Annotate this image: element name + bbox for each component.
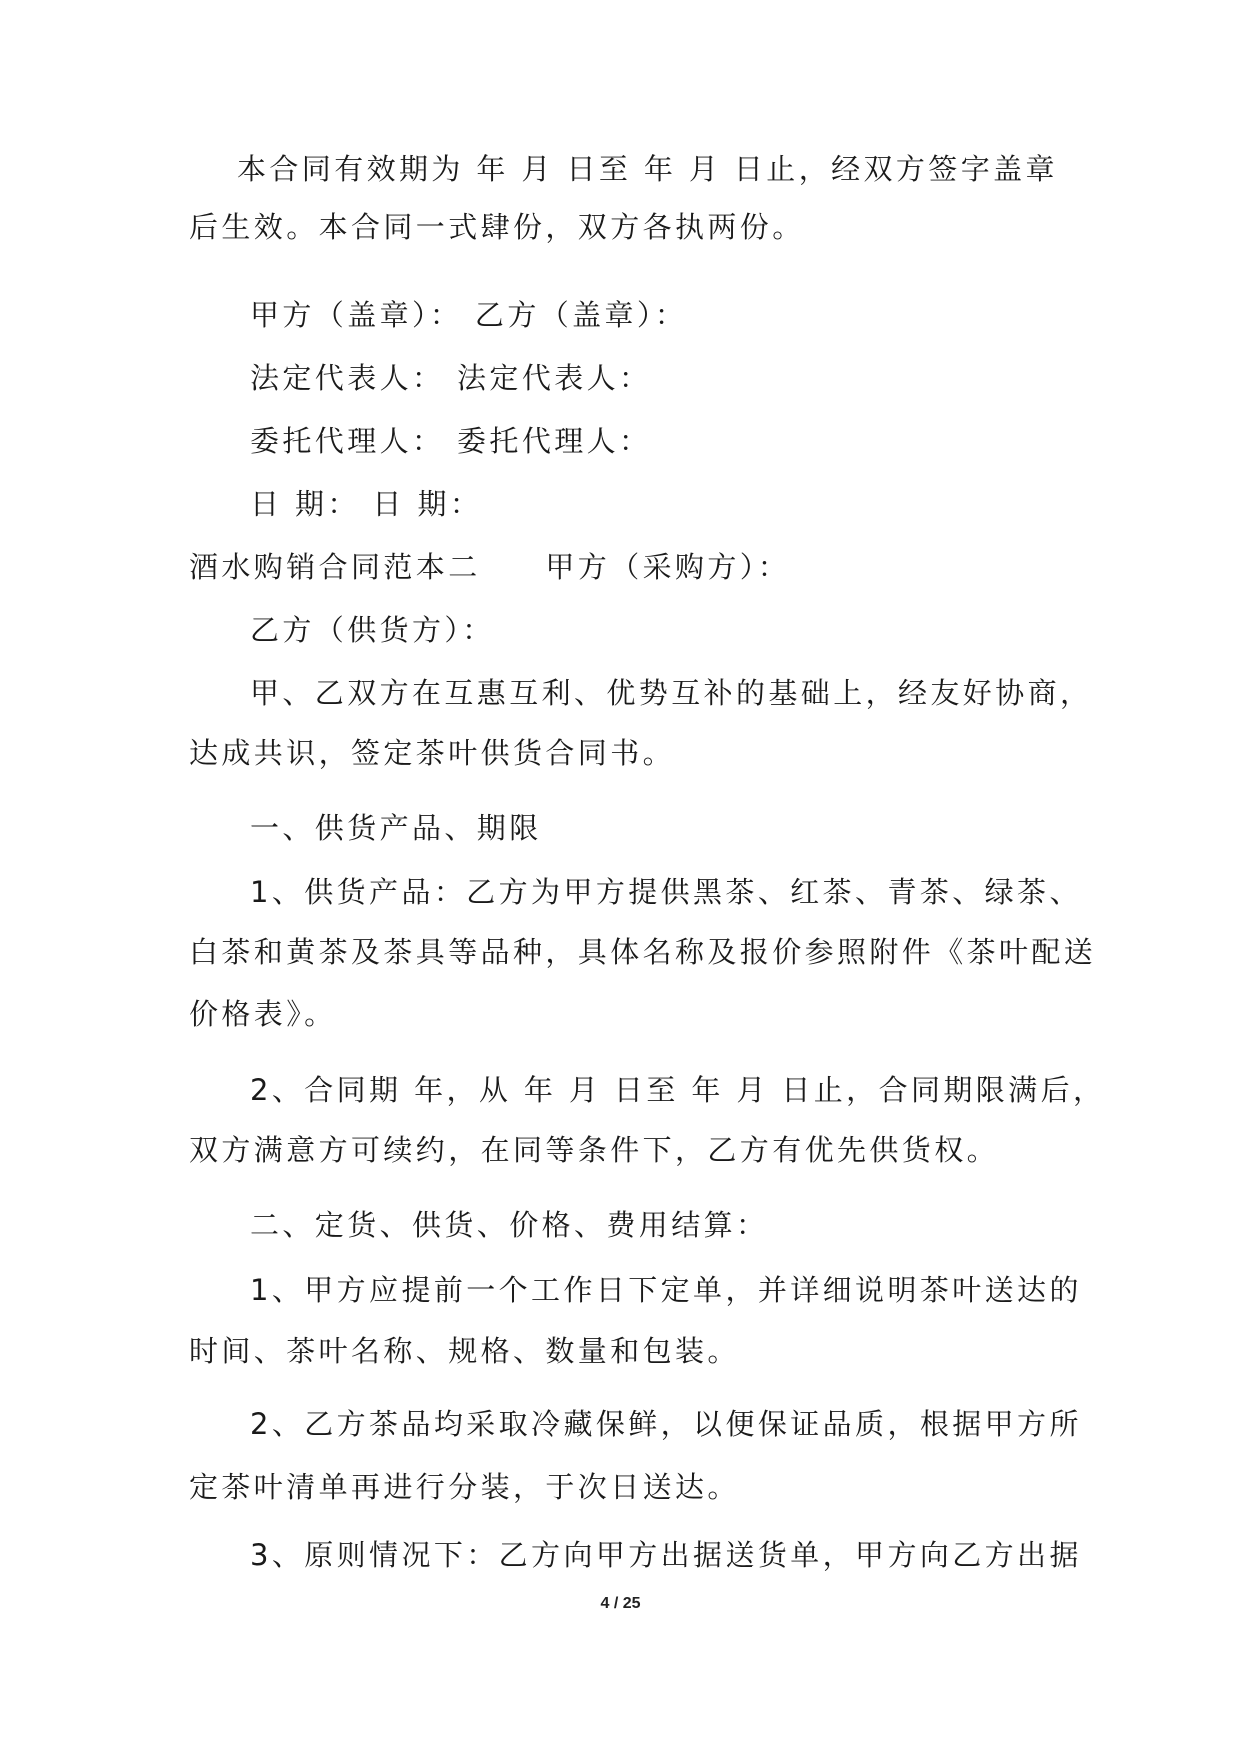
- paragraph-line: 甲方（盖章）： 乙方（盖章）：: [250, 298, 688, 332]
- paragraph-line: 甲、乙双方在互惠互利、优势互补的基础上，经友好协商，: [250, 676, 1093, 710]
- paragraph-line: 3、原则情况下：乙方向甲方出据送货单，甲方向乙方出据: [250, 1538, 1082, 1572]
- paragraph-line: 1、甲方应提前一个工作日下定单，并详细说明茶叶送达的: [250, 1273, 1082, 1307]
- paragraph-line: 法定代表人： 法定代表人：: [250, 361, 652, 395]
- paragraph-line: 乙方（供货方）：: [250, 613, 495, 647]
- paragraph-line: 2、合同期 年，从 年 月 日至 年 月 日止，合同期限满后，: [250, 1073, 1106, 1107]
- page-number: 4 / 25: [600, 1595, 641, 1612]
- paragraph-line: 定茶叶清单再进行分装，于次日送达。: [189, 1470, 740, 1504]
- paragraph-line: 双方满意方可续约，在同等条件下，乙方有优先供货权。: [189, 1133, 1000, 1167]
- paragraph-line: 委托代理人： 委托代理人：: [250, 424, 652, 458]
- paragraph-line: 后生效。本合同一式肆份，双方各执两份。: [189, 210, 805, 244]
- section-heading-line: 一、供货产品、期限: [250, 811, 542, 845]
- section-heading-line: 二、定货、供货、价格、费用结算：: [250, 1208, 769, 1242]
- paragraph-line: 日 期： 日 期：: [250, 487, 483, 521]
- paragraph-line: 时间、茶叶名称、规格、数量和包装。: [189, 1334, 740, 1368]
- paragraph-line: 本合同有效期为 年 月 日至 年 月 日止，经双方签字盖章: [237, 152, 1058, 186]
- section-heading-line: 酒水购销合同范本二 甲方（采购方）：: [189, 550, 791, 584]
- paragraph-line: 达成共识，签定茶叶供货合同书。: [189, 736, 676, 770]
- paragraph-line: 1、供货产品：乙方为甲方提供黑茶、红茶、青茶、绿茶、: [250, 875, 1082, 909]
- paragraph-line: 2、乙方茶品均采取冷藏保鲜，以便保证品质，根据甲方所: [250, 1407, 1082, 1441]
- paragraph-line: 白茶和黄茶及茶具等品种，具体名称及报价参照附件《茶叶配送: [189, 935, 1097, 969]
- paragraph-line: 价格表》。: [189, 997, 337, 1031]
